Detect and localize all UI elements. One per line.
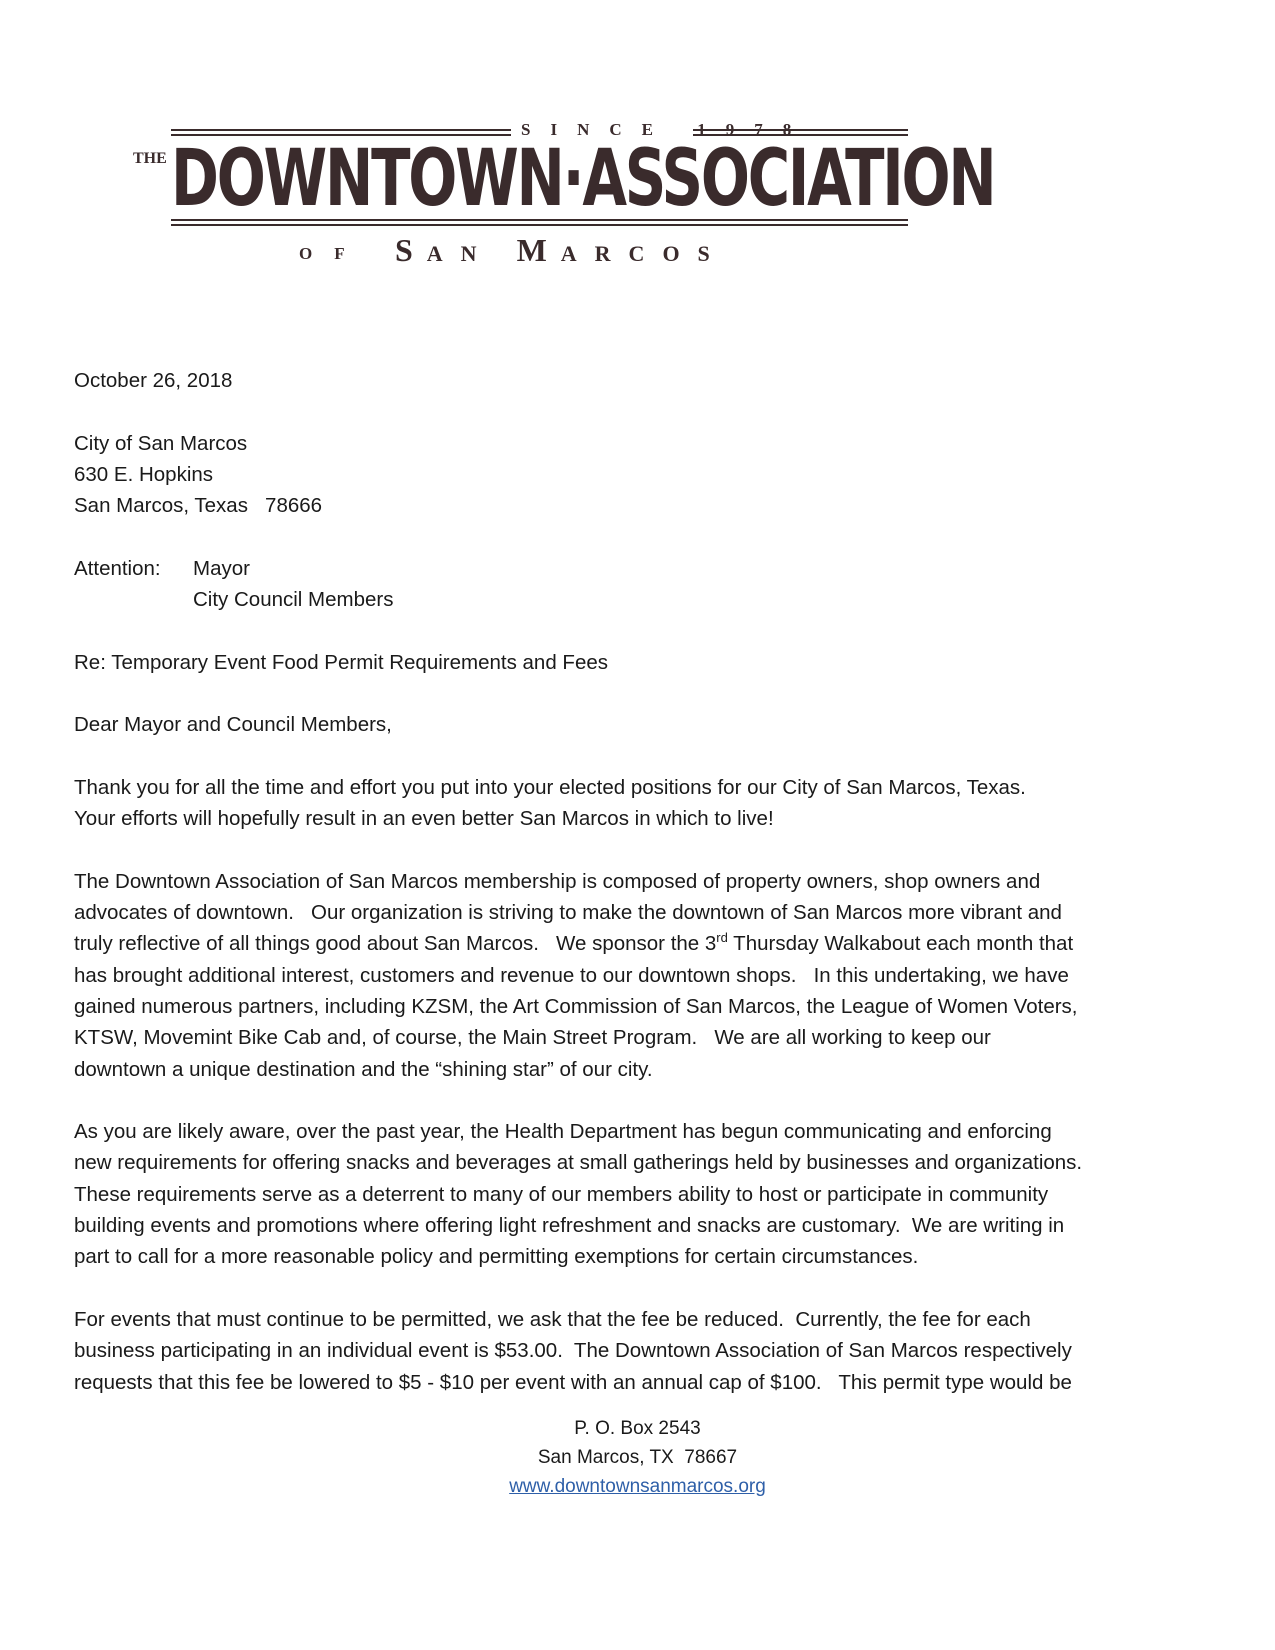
text-line: requests that this fee be lowered to $5 - $10 per event with an annual cap of $100. This permit type would be: [74, 1370, 1072, 1394]
logo-the-text: THE: [133, 150, 167, 167]
text-line: Your efforts will hopefully result in an even better San Marcos in which to live!: [74, 807, 774, 831]
text-line: advocates of downtown. Our organization is striving to make the downtown of San Marcos more vibrant and: [74, 901, 1062, 925]
footer-po-box: P. O. Box 2543: [574, 1418, 701, 1439]
paragraph-fees: [74, 1304, 1204, 1398]
address-line: San Marcos, Texas 78666: [74, 494, 323, 518]
logo-since-text: SINCE 1978: [521, 120, 812, 139]
text-line: business participating in an individual event is $53.00. The Downtown Association of San Marcos respectively: [74, 1339, 1072, 1363]
attention-council: City Council Members: [193, 588, 394, 612]
text-line: building events and promotions where offering light refreshment and snacks are customary. We are writing in: [74, 1214, 1065, 1238]
footer-city-zip: San Marcos, TX 78667: [537, 1447, 738, 1468]
letter-body: [74, 365, 1204, 1429]
text-line: gained numerous partners, including KZSM, the Art Commission of San Marcos, the League of Women Voters,: [74, 994, 1078, 1018]
attention-label: Attention:: [74, 556, 161, 580]
text-line: [74, 932, 1073, 955]
attention-mayor: Mayor: [193, 556, 250, 580]
logo-of-text: OF: [299, 244, 367, 263]
address-line: 630 E. Hopkins: [74, 462, 214, 486]
ordinal-suffix: rd: [716, 930, 728, 946]
logo-city-arcos: ARCOS: [560, 241, 728, 266]
text-line: As you are likely aware, over the past year, the Health Department has begun communicating and enforcing: [74, 1120, 1052, 1144]
logo-city-text: [395, 232, 728, 269]
logo-rule-bottom: [171, 218, 908, 227]
letter-date: October 26, 2018: [74, 369, 233, 392]
text-line: Thank you for all the time and effort you put into your elected positions for our City of San Marcos, Texas.: [74, 775, 1026, 799]
attention-block: [74, 553, 1204, 616]
text-line: KTSW, Movemint Bike Cab and, of course, the Main Street Program. We are all working to keep our: [74, 1026, 991, 1050]
text-line: The Downtown Association of San Marcos membership is composed of property owners, shop owners and: [74, 869, 1041, 893]
text-line: downtown a unique destination and the “shining star” of our city.: [74, 1057, 653, 1081]
text-fragment: Thursday Walkabout each month that: [727, 932, 1074, 956]
letterhead-footer: [0, 1414, 1275, 1501]
address-line: City of San Marcos: [74, 431, 248, 455]
text-line: part to call for a more reasonable policy and permitting exemptions for certain circumstances.: [74, 1245, 919, 1269]
recipient-address: [74, 428, 1204, 522]
paragraph-membership: [74, 866, 1204, 1085]
paragraph-thanks: [74, 772, 1204, 835]
logo-city-m: M: [516, 232, 561, 268]
footer-website-link[interactable]: www.downtownsanmarcos.org: [509, 1476, 766, 1497]
text-line: These requirements serve as a deterrent to many of our members ability to host or participate in community: [74, 1182, 1049, 1206]
salutation: Dear Mayor and Council Members,: [74, 713, 392, 737]
logo-city-s: S: [395, 232, 427, 268]
text-line: has brought additional interest, customers and revenue to our downtown shops. In this undertaking, we have: [74, 963, 1069, 987]
subject-line: Re: Temporary Event Food Permit Requirements and Fees: [74, 650, 609, 674]
logo-main-text: DOWNTOWN·ASSOCIATION: [171, 134, 995, 224]
text-line: For events that must continue to be permitted, we ask that the fee be reduced. Currently, the fee for each: [74, 1307, 1031, 1331]
logo-city-an: AN: [426, 241, 495, 266]
text-fragment: truly reflective of all things good about San Marcos. We sponsor the 3: [74, 932, 717, 956]
association-logo: [133, 118, 995, 278]
text-line: new requirements for offering snacks and beverages at small gatherings held by businesses and organizations.: [74, 1151, 1083, 1175]
paragraph-health-dept: [74, 1116, 1204, 1272]
